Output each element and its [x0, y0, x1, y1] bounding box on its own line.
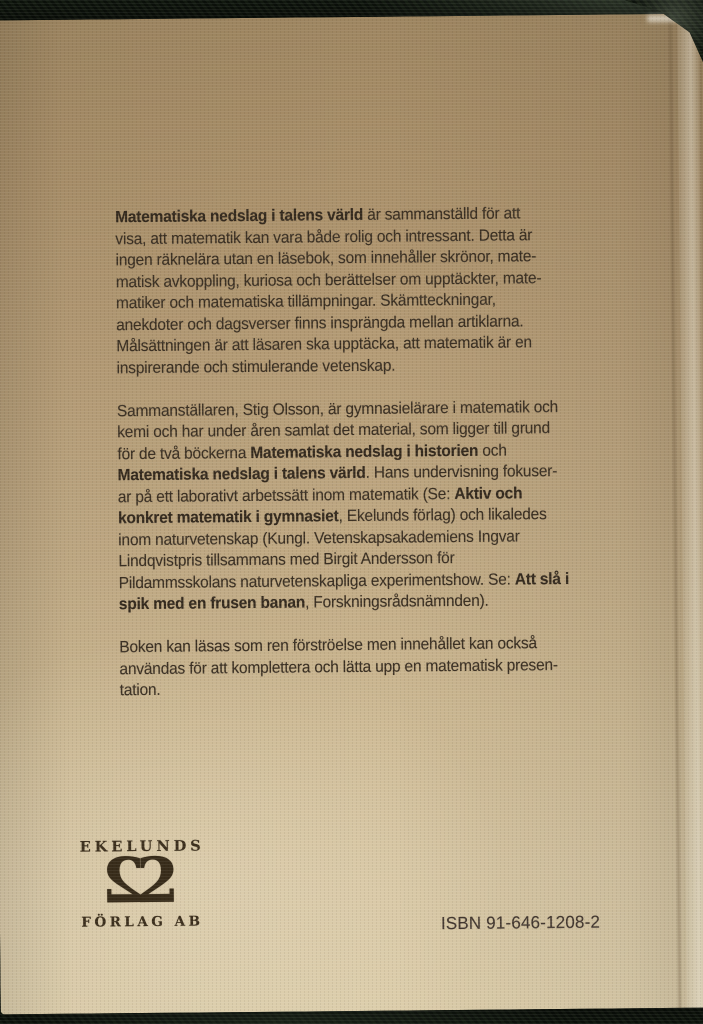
text-line: konkret matematik i gymnasiet, Ekelunds förlag) och likaledes [117, 505, 547, 528]
text-line: Boken kan läsas som ren förströelse men innehållet kan också [119, 634, 537, 657]
text-line: matisk avkoppling, kuriosa och berättelser om upptäckter, mate- [115, 268, 542, 291]
publisher-name: EKELUNDS [79, 837, 205, 856]
text-line: Sammanställaren, Stig Olsson, är gymnasielärare i matematik och [116, 397, 559, 420]
text-line: Målsättningen är att läsaren ska upptäcka, att matematik är en [116, 333, 532, 356]
text-line: kemi och har under åren samlat det material, som ligger till grund [117, 419, 551, 442]
publisher-company-type: FÖRLAG AB [81, 913, 204, 931]
text-line: matiker och matematiska tillämpningar. Skämtteckningar, [115, 290, 496, 313]
text-line: visa, att matematik kan vara både rolig och intressant. Detta är [115, 225, 533, 248]
paragraph [115, 203, 567, 379]
ekelunds-monogram-icon [49, 855, 232, 913]
paragraph [119, 633, 570, 702]
text-line: Matematiska nedslag i talens värld. Hans undervisning fokuser- [117, 462, 558, 485]
text-line: Lindqvistpris tillsammans med Birgit Andersson för [118, 549, 455, 571]
text-line: tation. [119, 680, 161, 700]
text-line: anekdoter och dagsverser finns insprängda mellan artiklarna. [116, 311, 524, 334]
body-text [115, 203, 570, 702]
text-line: för de två böckerna Matematiska nedslag i historien och [117, 441, 507, 463]
paragraph [117, 396, 569, 615]
text-line: Pildammsskolans naturvetenskapliga experimentshow. Se: Att slå i [118, 569, 570, 592]
text-line: spik med en frusen banan, Forskningsrådsnämnden). [118, 591, 489, 614]
book-back-cover [0, 14, 703, 1015]
isbn-number: ISBN 91-646-1208-2 [440, 911, 601, 934]
text-line: inom naturvetenskap (Kungl. Vetenskapsakademiens Ingvar [118, 526, 520, 549]
publisher-block [49, 837, 232, 931]
text-line: Matematiska nedslag i talens värld är sammanställd för att [115, 204, 521, 227]
monogram-left-half [102, 856, 146, 906]
text-line: ar på ett laborativt arbetssätt inom matematik (Se: Aktiv och [117, 483, 523, 506]
text-line: ingen räknelära utan en läsebok, som innehåller skrönor, mate- [115, 247, 537, 270]
text-line: användas för att komplettera och lätta upp en matematisk presen- [119, 655, 558, 678]
text-line: inspirerande och stimulerande vetenskap. [116, 356, 396, 377]
